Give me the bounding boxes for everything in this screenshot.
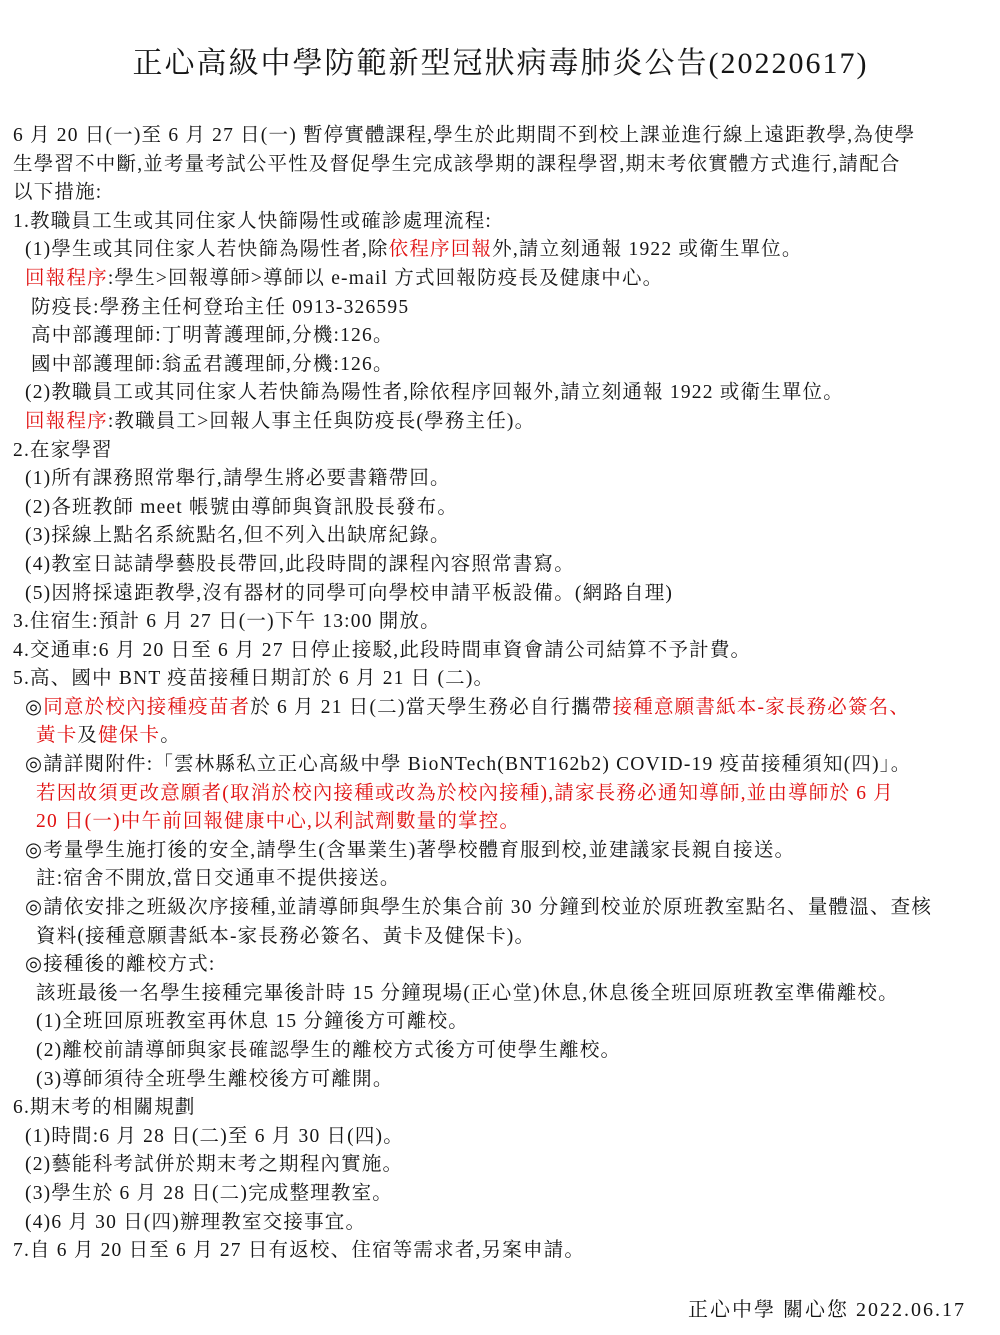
doc-line — [13, 837, 988, 866]
doc-text-red: 接種意願書紙本-家長務必簽名、 — [612, 696, 911, 718]
doc-text: 資料(接種意願書紙本-家長務必簽名、黃卡及健保卡)。 — [36, 925, 536, 947]
doc-text-red: 20 日(一)中午前回報健康中心,以利試劑數量的掌控。 — [36, 811, 521, 833]
doc-text: 4.交通車:6 月 20 日至 6 月 27 日停止接駁,此段時間車資會請公司結算不予計費。 — [13, 639, 752, 661]
doc-text-red: 黃卡 — [36, 725, 78, 747]
doc-text: (1)全班回原班教室再休息 15 分鐘後方可離校。 — [36, 1011, 469, 1033]
doc-line — [13, 1066, 988, 1095]
doc-text: (1)學生或其同住家人若快篩為陽性者,除 — [25, 239, 389, 261]
doc-text: 6 月 20 日(一)至 6 月 27 日(一) 暫停實體課程,學生於此期間不到校上課並進行線上遠距教學,為使學 — [13, 125, 916, 146]
doc-text: (4)6 月 30 日(四)辦理教室交接事宜。 — [25, 1211, 367, 1233]
doc-text-red: 回報程序 — [25, 267, 108, 289]
doc-line — [13, 580, 988, 609]
doc-text: (2)離校前請導師與家長確認學生的離校方式後方可使學生離校。 — [36, 1040, 622, 1061]
doc-text: ◎請詳閱附件:「雲林縣私立正心高級中學 BioNTech(BNT162b2) COVID-19 疫苗接種須知(四)」。 — [25, 754, 912, 776]
doc-line — [13, 265, 988, 294]
doc-line — [13, 1180, 988, 1209]
doc-text: ◎接種後的離校方式: — [25, 954, 216, 976]
doc-line — [13, 694, 988, 723]
doc-line — [13, 551, 988, 580]
doc-text: 國中部護理師:翁孟君護理師,分機:126。 — [31, 353, 394, 375]
doc-text: (4)教室日誌請學藝股長帶回,此段時間的課程內容照常書寫。 — [25, 553, 575, 575]
doc-line — [13, 294, 988, 323]
doc-line — [13, 637, 988, 666]
doc-line — [13, 808, 988, 837]
doc-line — [13, 351, 988, 380]
doc-line — [13, 894, 988, 923]
doc-line — [13, 437, 988, 466]
doc-text: :學生>回報導師>導師以 e-mail 方式回報防疫長及健康中心。 — [107, 267, 664, 289]
doc-text-red: 健保卡 — [98, 725, 161, 747]
doc-text: 該班最後一名學生接種完畢後計時 15 分鐘現場(正心堂)休息,休息後全班回原班教室準備離校。 — [36, 982, 899, 1004]
doc-line — [13, 208, 988, 237]
doc-line — [13, 151, 988, 180]
doc-line — [13, 1037, 988, 1066]
page-title: 正心高級中學防範新型冠狀病毒肺炎公告(20220617) — [132, 47, 869, 80]
doc-text: 5.高、國中 BNT 疫苗接種日期訂於 6 月 21 日 (二)。 — [13, 668, 495, 690]
doc-text: ◎請依安排之班級次序接種,並請導師與學生於集合前 30 分鐘到校並於原班教室點名、量體溫、查核 — [25, 897, 933, 919]
doc-text: ◎考量學生施打後的安全,請學生(含畢業生)著學校體育服到校,並建議家長親自接送。 — [25, 839, 796, 861]
doc-text: (3)採線上點名系統點名,但不列入出缺席紀錄。 — [25, 525, 451, 547]
doc-text: 以下措施: — [13, 182, 103, 204]
doc-text: 高中部護理師:丁明菁護理師,分機:126。 — [31, 325, 394, 347]
doc-line — [13, 1123, 988, 1152]
doc-line — [13, 780, 988, 809]
doc-text: 2.在家學習 — [13, 439, 113, 461]
doc-text: ◎ — [25, 696, 44, 718]
doc-text: 於 6 月 21 日(二)當天學生務必自行攜帶 — [250, 696, 613, 718]
doc-line — [13, 322, 988, 351]
doc-text: (1)所有課務照常舉行,請學生將必要書籍帶回。 — [25, 468, 451, 490]
footer-note: 正心中學 關心您 2022.06.17 — [688, 1298, 966, 1321]
doc-line — [13, 608, 988, 637]
doc-text: (3)導師須待全班學生離校後方可離開。 — [36, 1068, 394, 1090]
doc-text: 生學習不中斷,並考量考試公平性及督促學生完成該學期的課程學習,期末考依實體方式進行,請配合 — [13, 153, 901, 175]
doc-text-red: 依程序回報 — [388, 239, 493, 261]
doc-line — [13, 1209, 988, 1238]
doc-text: (2)各班教師 meet 帳號由導師與資訊股長發布。 — [25, 496, 459, 518]
doc-line — [13, 980, 988, 1009]
document-body — [13, 122, 988, 1266]
doc-text: 3.住宿生:預計 6 月 27 日(一)下午 13:00 開放。 — [13, 611, 441, 633]
doc-line — [13, 179, 988, 208]
doc-text: 註:宿舍不開放,當日交通車不提供接送。 — [36, 868, 401, 890]
doc-line — [13, 1094, 988, 1123]
doc-text: 外,請立刻通報 1922 或衛生單位。 — [492, 239, 803, 261]
doc-text: (3)學生於 6 月 28 日(二)完成整理教室。 — [25, 1182, 393, 1204]
doc-line — [13, 494, 988, 523]
doc-line — [13, 522, 988, 551]
doc-text: 6.期末考的相關規劃 — [13, 1097, 196, 1119]
doc-line — [13, 465, 988, 494]
doc-line — [13, 122, 988, 151]
doc-line — [13, 923, 988, 952]
doc-line — [13, 379, 988, 408]
doc-line — [13, 408, 988, 437]
doc-line — [13, 665, 988, 694]
doc-text: 。 — [160, 725, 181, 747]
doc-text: 1.教職員工生或其同住家人快篩陽性或確診處理流程: — [13, 210, 493, 232]
doc-text: 防疫長:學務主任柯登珆主任 0913-326595 — [31, 296, 410, 318]
doc-text: 7.自 6 月 20 日至 6 月 27 日有返校、住宿等需求者,另案申請。 — [13, 1240, 586, 1262]
doc-text-red: 同意於校內接種疫苗者 — [43, 696, 251, 718]
doc-line — [13, 751, 988, 780]
doc-text: (1)時間:6 月 28 日(二)至 6 月 30 日(四)。 — [25, 1125, 404, 1147]
doc-line — [13, 236, 988, 265]
doc-text: (5)因將採遠距教學,沒有器材的同學可向學校申請平板設備。(網路自理) — [25, 582, 674, 604]
doc-line — [13, 1008, 988, 1037]
doc-text: (2)教職員工或其同住家人若快篩為陽性者,除依程序回報外,請立刻通報 1922 或衛生單位。 — [25, 382, 844, 404]
doc-text-red: 若因故須更改意願者(取消於校內接種或改為於校內接種),請家長務必通知導師,並由導師於 6 月 — [36, 782, 894, 804]
doc-line — [13, 722, 988, 751]
doc-line — [13, 951, 988, 980]
doc-line — [13, 1237, 988, 1266]
doc-text: :教職員工>回報人事主任與防疫長(學務主任)。 — [107, 410, 536, 432]
doc-line — [13, 865, 988, 894]
doc-line — [13, 1151, 988, 1180]
doc-text-red: 回報程序 — [25, 410, 108, 432]
doc-text: (2)藝能科考試併於期末考之期程內實施。 — [25, 1154, 404, 1176]
doc-text: 及 — [77, 725, 99, 747]
